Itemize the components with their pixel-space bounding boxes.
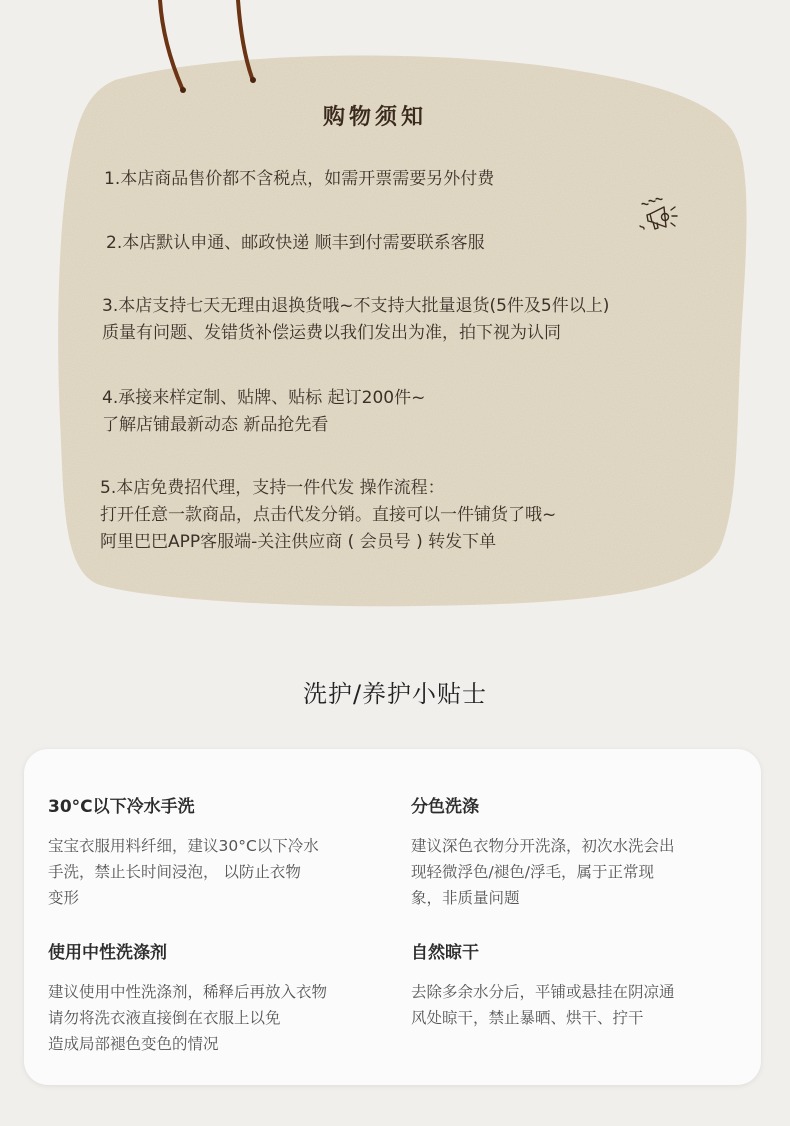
- care-section-title: 洗护/养护小贴士: [302, 680, 488, 708]
- tip-body: [48, 833, 319, 911]
- tip-separate-colors: [411, 792, 675, 911]
- notice-item-3: [102, 293, 609, 347]
- tip-line: 风处晾干，禁止暴晒、烘干、拧干: [411, 1009, 644, 1027]
- notice-line: 3.本店支持七天无理由退换货哦~不支持大批量退货(5件及5件以上): [102, 296, 610, 316]
- notice-item-2: [106, 230, 485, 257]
- tip-heading: 30°C以下冷水手洗: [48, 797, 195, 817]
- tip-line: 现轻微浮色/褪色/浮毛，属于正常现: [411, 863, 654, 881]
- notice-line: 打开任意一款商品，点击代发分销。直接可以一件铺货了哦~: [100, 505, 557, 525]
- care-tips-card: [24, 749, 761, 1085]
- tip-line: 建议深色衣物分开洗涤，初次水洗会出: [411, 837, 675, 855]
- notice-line: 了解店铺最新动态 新品抢先看: [102, 415, 329, 435]
- notice-line: 阿里巴巴APP客服端-关注供应商 ( 会员号 ) 转发下单: [100, 532, 497, 552]
- tip-line: 请勿将洗衣液直接倒在衣服上以免: [48, 1009, 281, 1027]
- tip-line: 手洗，禁止长时间浸泡， 以防止衣物: [48, 863, 301, 881]
- tip-line: 象，非质量问题: [411, 889, 520, 907]
- notice-line: 质量有问题、发错货补偿运费以我们发出为准，拍下视为认同: [102, 323, 561, 343]
- tip-cold-hand-wash: [48, 792, 319, 911]
- tip-line: 宝宝衣服用料纤细，建议30°C以下冷水: [48, 837, 319, 855]
- tip-heading: 分色洗涤: [411, 797, 479, 817]
- tip-body: [411, 833, 675, 911]
- tip-heading: 使用中性洗涤剂: [48, 943, 167, 963]
- notice-item-5: [100, 475, 556, 556]
- tip-body: [411, 979, 675, 1031]
- notice-title: 购物须知: [322, 105, 427, 130]
- tip-neutral-detergent: [48, 938, 327, 1057]
- notice-line: 1.本店商品售价都不含税点，如需开票需要另外付费: [104, 169, 495, 189]
- tip-line: 变形: [48, 889, 80, 907]
- notice-item-1: [104, 166, 494, 193]
- tip-line: 建议使用中性洗涤剂，稀释后再放入衣物: [48, 983, 328, 1001]
- tip-heading: 自然晾干: [411, 943, 479, 963]
- tip-body: [48, 979, 327, 1057]
- notice-line: 4.承接来样定制、贴牌、贴标 起订200件~: [102, 388, 426, 408]
- tip-line: 去除多余水分后，平铺或悬挂在阴凉通: [411, 983, 675, 1001]
- tip-line: 造成局部褪色变色的情况: [48, 1035, 219, 1053]
- notice-line: 5.本店免费招代理，支持一件代发 操作流程：: [100, 478, 445, 498]
- tip-air-dry: [411, 938, 675, 1031]
- notice-item-4: [102, 385, 425, 439]
- megaphone-icon: [636, 196, 684, 236]
- notice-line: 2.本店默认申通、邮政快递 顺丰到付需要联系客服: [106, 233, 485, 253]
